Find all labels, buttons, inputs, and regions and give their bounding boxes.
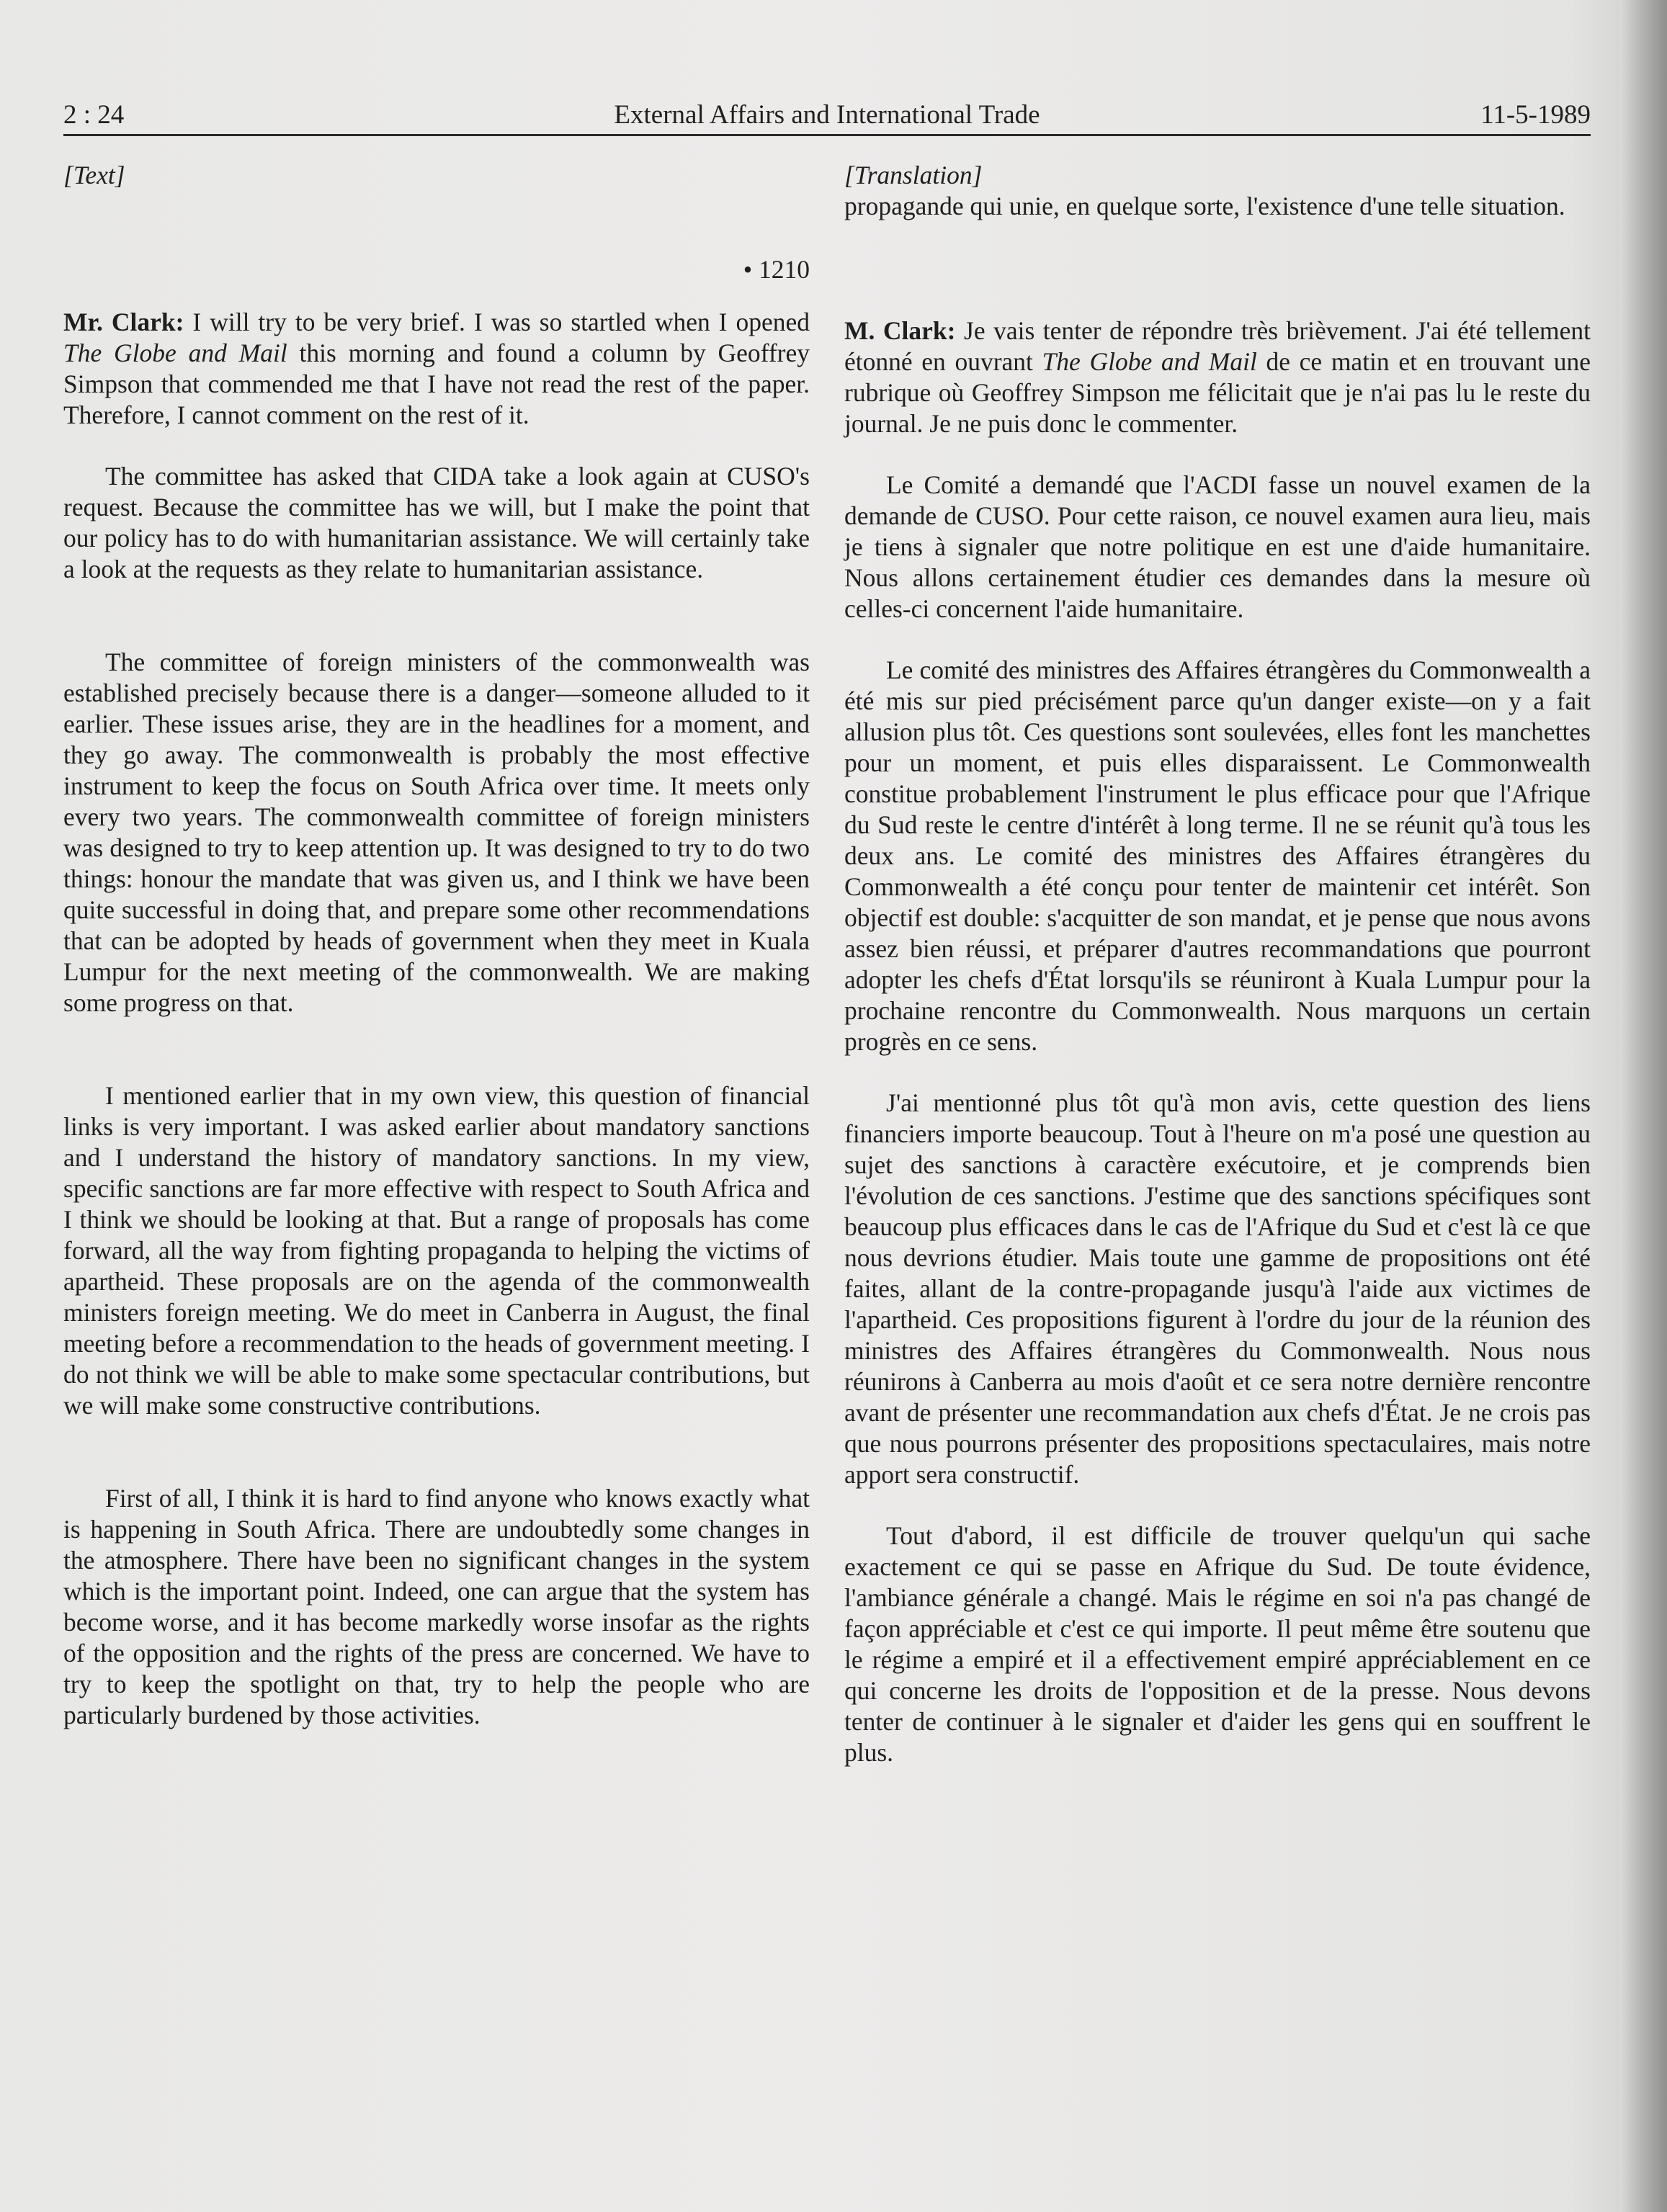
section-label-translation: [Translation] — [844, 161, 983, 189]
paragraph-0: propagande qui unie, en quelque sorte, l'existence d'une telle situation. — [844, 192, 1565, 220]
page-header — [63, 97, 1591, 134]
section-label: Text — [73, 161, 115, 189]
paragraph-5: First of all, I think it is hard to find anyone who knows exactly what is happening in South Africa. There are undoubtedly some changes in the atmosphere. There have been no significant changes in the system which is the important point. Indeed, one can argue that the system has become worse, and it has become markedly worse insofar as the rights of the opposition and the rights of the press are concerned. We have to try to keep the spotlight on that, try to help the people who are particularly burdened by those activities. — [63, 1484, 810, 1729]
paragraph-2: The committee has asked that CIDA take a look again at CUSO's request. Because the committee has we will, but I make the point that our policy has to do with humanitarian assistance. We will certainly take a look at the requests as they relate to humanitarian assistance. — [63, 462, 810, 583]
english-column — [63, 160, 810, 1731]
paragraph-3: Le comité des ministres des Affaires étrangères du Commonwealth a été mis sur pied précisément parce qu'un danger existe—on y a fait allusion plus tôt. Ces questions sont soulevées, elles font les manchettes pour un moment, et puis elles disparaissent. Le Commonwealth constitue probablement l'instrument le plus efficace pour que l'Afrique du Sud reste le centre d'intérêt à long terme. Il ne se réunit qu'à tous les deux ans. Le comité des ministres des Affaires étrangères du Commonwealth a été conçu pour tenter de maintenir cet intérêt. Son objectif est double: s'acquitter de son mandat, et je pense que nous avons assez bien réussi, et préparer d'autres recommandations que pourront adopter les chefs d'État lorsqu'ils se réuniront à Kuala Lumpur pour la prochaine rencontre du Commonwealth. Nous marquons un certain progrès en ce sens. — [844, 655, 1591, 1056]
paragraph-1-text-b: de ce matin et en trouvant une rubrique où Geoffrey Simpson me félicitait que je n'ai pas lu le reste du journal. Je ne puis donc le commenter. — [844, 347, 1591, 438]
page-title: External Affairs and International Trade — [614, 100, 1040, 130]
paragraph-5: Tout d'abord, il est difficile de trouver quelqu'un qui sache exactement ce qui se passe en Afrique du Sud. De toute évidence, l'ambiance générale a changé. Mais le régime en soi n'a pas changé de façon appréciable et c'est ce qui importe. Il peut même être soutenu que le régime a empiré et il a effectivement empiré appréciablement en ce qui concerne les droits de l'opposition et de la presse. Nous devons tenter de continuer à le signaler et d'aider les gens qui en souffrent le plus. — [844, 1521, 1591, 1767]
page-date: 11-5-1989 — [1480, 100, 1591, 130]
publication-name: The Globe and Mail — [1042, 347, 1257, 376]
paragraph-1-text-b: this morning and found a column by Geoffrey Simpson that commended me that I have not read the rest of the paper. Therefore, I cannot comment on the rest of it. — [63, 339, 810, 429]
paragraph-1 — [844, 315, 1591, 439]
section-label: Translation — [854, 161, 973, 189]
paragraph-1-text-a: Je vais tenter de répondre très brièvement. J'ai été tellement étonné en ouvrant — [844, 316, 1591, 376]
french-column — [844, 160, 1591, 1768]
page-edge-shadow — [1619, 0, 1667, 2212]
paragraph-2: Le Comité a demandé que l'ACDI fasse un nouvel examen de la demande de CUSO. Pour cette raison, ce nouvel examen aura lieu, mais je tiens à signaler que notre politique en est une d'aide humanitaire. Nous allons certainement étudier ces demandes dans la mesure où celles-ci concernent l'aide humanitaire. — [844, 470, 1591, 623]
speaker-name: M. Clark: — [844, 316, 956, 345]
speaker-name: Mr. Clark: — [63, 308, 184, 336]
paragraph-1 — [63, 307, 810, 431]
paragraph-1-text-a: I will try to be very brief. I was so startled when I opened — [184, 308, 810, 336]
publication-name: The Globe and Mail — [63, 339, 287, 367]
page-number: 2 : 24 — [63, 100, 125, 130]
paragraph-4: J'ai mentionné plus tôt qu'à mon avis, cette question des liens financiers importe beaucoup. Tout à l'heure on m'a posé une question au sujet des sanctions à caractère exécutoire, et je comprends bien l'évolution de ces sanctions. J'estime que des sanctions spécifiques sont beaucoup plus efficaces dans le cas de l'Afrique du Sud et c'est là ce que nous devrions étudier. Mais toute une gamme de propositions ont été faites, allant de la contre-propagande jusqu'à l'aide aux victimes de l'apartheid. Ces propositions figurent à l'ordre du jour de la réunion des ministres des Affaires étrangères du Commonwealth. Nous nous réunirons à Canberra au mois d'août et ce sera notre dernière rencontre avant de présenter une recommandation aux chefs d'État. Je ne crois pas que nous pourrons présenter des propositions spectaculaires, mais notre apport sera constructif. — [844, 1088, 1591, 1489]
time-mark: • 1210 — [743, 255, 810, 284]
paragraph-4: I mentioned earlier that in my own view, this question of financial links is very important. I was asked earlier about mandatory sanctions and I understand the history of mandatory sanctions. In my view, specific sanctions are far more effective with respect to South Africa and I think we should be looking at that. But a range of proposals has come forward, all the way from fighting propaganda to helping the victims of apartheid. These proposals are on the agenda of the commonwealth ministers foreign meeting. We do meet in Canberra in August, the final meeting before a recommendation to the heads of government meeting. I do not think we will be able to make some spectacular contributions, but we will make some constructive contributions. — [63, 1081, 810, 1420]
header-rule — [63, 134, 1591, 136]
paragraph-3: The committee of foreign ministers of the commonwealth was established precisely because there is a danger—someone alluded to it earlier. These issues arise, they are in the headlines for a moment, and they go away. The commonwealth is probably the most effective instrument to keep the focus on South Africa over time. It meets only every two years. The commonwealth committee of foreign ministers was designed to try to keep attention up. It was designed to try to do two things: honour the mandate that was given us, and I think we have been quite successful in doing that, and prepare some other recommendations that can be adopted by heads of government when they meet in Kuala Lumpur for the next meeting of the commonwealth. We are making some progress on that. — [63, 648, 810, 1017]
section-label-text: [Text] — [63, 161, 125, 189]
